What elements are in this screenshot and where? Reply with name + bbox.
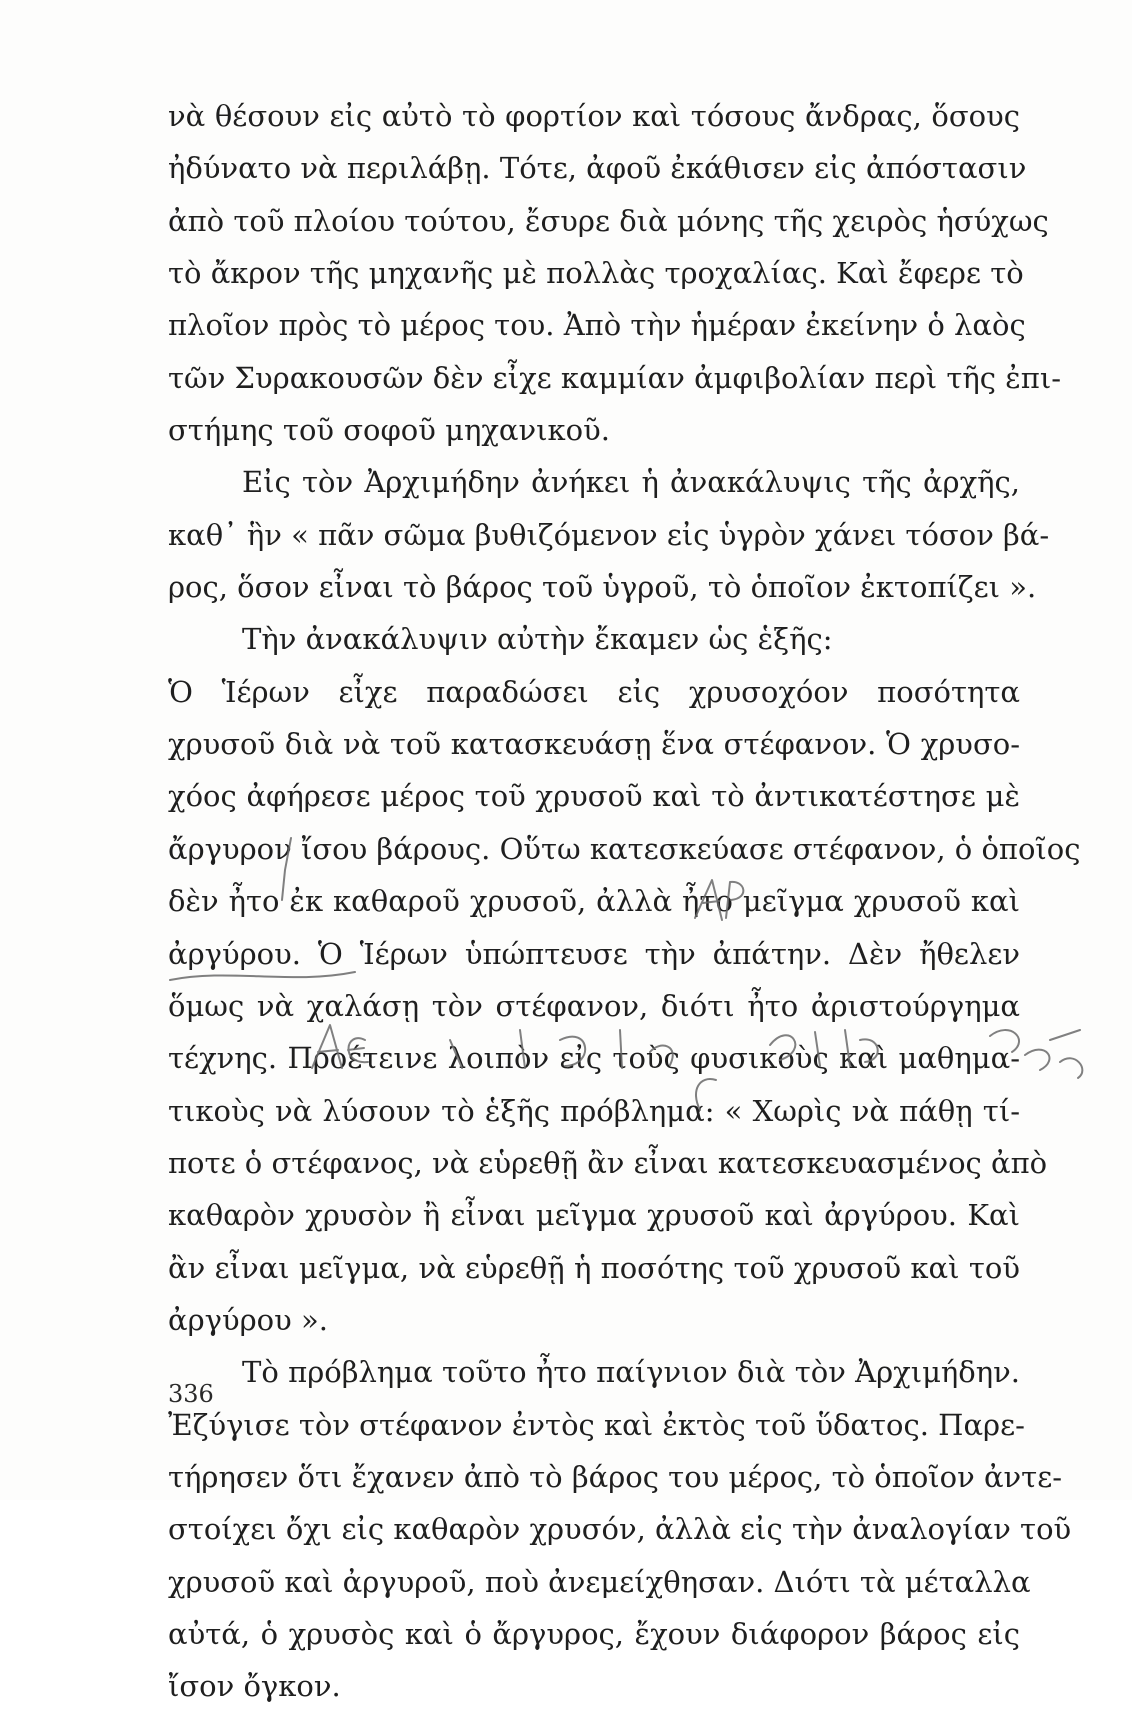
text-line: καθαρὸν χρυσὸν ἢ εἶναι μεῖγμα χρυσοῦ καὶ ἀργύρου. Καὶ — [168, 1198, 1020, 1233]
text-line: δὲν ἦτο ἐκ καθαροῦ χρυσοῦ, ἀλλὰ ἦτο μεῖγμα χρυσοῦ καὶ — [168, 884, 1020, 919]
text-line: τήρησεν ὅτι ἔχανεν ἀπὸ τὸ βάρος του μέρος, τὸ ὁποῖον ἀντε- — [168, 1459, 1063, 1494]
text-line: ἀργύρου. Ὁ Ἱέρων ὑπώπτευσε τὴν ἀπάτην. Δὲν ἤθελεν — [168, 936, 1020, 971]
text-line: στοίχει ὄχι εἰς καθαρὸν χρυσόν, ἀλλὰ εἰς τὴν ἀναλογίαν τοῦ — [168, 1512, 1072, 1547]
text-line: Τὸ πρόβλημα τοῦτο ἦτο παίγνιον διὰ τὸν Ἀρχιμήδην. — [242, 1355, 1020, 1390]
text-line: ρος, ὅσον εἶναι τὸ βάρος τοῦ ὑγροῦ, τὸ ὁποῖον ἐκτοπίζει ». — [168, 570, 1037, 605]
text-line: ἠδύνατο νὰ περιλάβῃ. Τότε, ἀφοῦ ἐκάθισεν εἰς ἀπόστασιν — [168, 151, 1027, 186]
text-line: χρυσοῦ διὰ νὰ τοῦ κατασκευάσῃ ἕνα στέφανον. Ὁ χρυσο- — [168, 727, 1020, 762]
text-line: Ἐζύγισε τὸν στέφανον ἐντὸς καὶ ἐκτὸς τοῦ ὕδατος. Παρε- — [168, 1407, 1025, 1442]
text-line: ἀργύρου ». — [168, 1302, 328, 1337]
text-line: ποτε ὁ στέφανος, νὰ εὑρεθῇ ἂν εἶναι κατεσκευασμένος ἀπὸ — [168, 1145, 1048, 1180]
text-line: Εἰς τὸν Ἀρχιμήδην ἀνήκει ἡ ἀνακάλυψις τῆς ἀρχῆς, — [242, 465, 1020, 500]
text-line: νὰ θέσουν εἰς αὐτὸ τὸ φορτίον καὶ τόσους ἄνδρας, ὅσους — [168, 99, 1020, 133]
text-line: αὐτά, ὁ χρυσὸς καὶ ὁ ἄργυρος, ἔχουν διάφορον βάρος εἰς — [168, 1616, 1020, 1651]
text-line: τέχνης. Προέτεινε λοιπὸν εἰς τοὺς φυσικοὺς καὶ μαθημα- — [168, 1041, 1020, 1076]
text-line: ἂν εἶναι μεῖγμα, νὰ εὑρεθῇ ἡ ποσότης τοῦ χρυσοῦ καὶ τοῦ — [168, 1250, 1020, 1285]
text-line: στήμης τοῦ σοφοῦ μηχανικοῦ. — [168, 413, 610, 448]
text-line: πλοῖον πρὸς τὸ μέρος του. Ἀπὸ τὴν ἡμέραν ἐκείνην ὁ λαὸς — [168, 308, 1026, 343]
text-line: ἴσον ὄγκον. — [168, 1669, 341, 1704]
text-line: τῶν Συρακουσῶν δὲν εἶχε καμμίαν ἀμφιβολίαν περὶ τῆς ἐπι- — [168, 360, 1061, 395]
text-line: χρυσοῦ καὶ ἀργυροῦ, ποὺ ἀνεμείχθησαν. Διότι τὰ μέταλλα — [168, 1564, 1031, 1599]
text-line: Ὁ Ἱέρων εἶχε παραδώσει εἰς χρυσοχόον ποσότητα — [168, 674, 1020, 709]
body-text — [168, 90, 1081, 1713]
text-line: Τὴν ἀνακάλυψιν αὐτὴν ἔκαμεν ὡς ἑξῆς: — [242, 622, 833, 657]
text-line: ἄργυρον ἴσου βάρους. Οὕτω κατεσκεύασε στέφανον, ὁ ὁποῖος — [168, 831, 1081, 866]
text-line: καθ᾿ ἣν « πᾶν σῶμα βυθιζόμενον εἰς ὑγρὸν χάνει τόσον βά- — [168, 517, 1050, 552]
text-line: τὸ ἄκρον τῆς μηχανῆς μὲ πολλὰς τροχαλίας. Καὶ ἔφερε τὸ — [168, 256, 1024, 291]
text-line: ἀπὸ τοῦ πλοίου τούτου, ἔσυρε διὰ μόνης τῆς χειρὸς ἡσύχως — [168, 203, 1049, 238]
text-line: τικοὺς νὰ λύσουν τὸ ἑξῆς πρόβλημα: « Χωρὶς νὰ πάθῃ τί- — [168, 1093, 1020, 1128]
text-line: χόος ἀφήρεσε μέρος τοῦ χρυσοῦ καὶ τὸ ἀντικατέστησε μὲ — [168, 779, 1020, 814]
text-line: ὅμως νὰ χαλάσῃ τὸν στέφανον, διότι ἦτο ἀριστούργημα — [168, 988, 1020, 1023]
page-number: 336 — [168, 1380, 214, 1408]
